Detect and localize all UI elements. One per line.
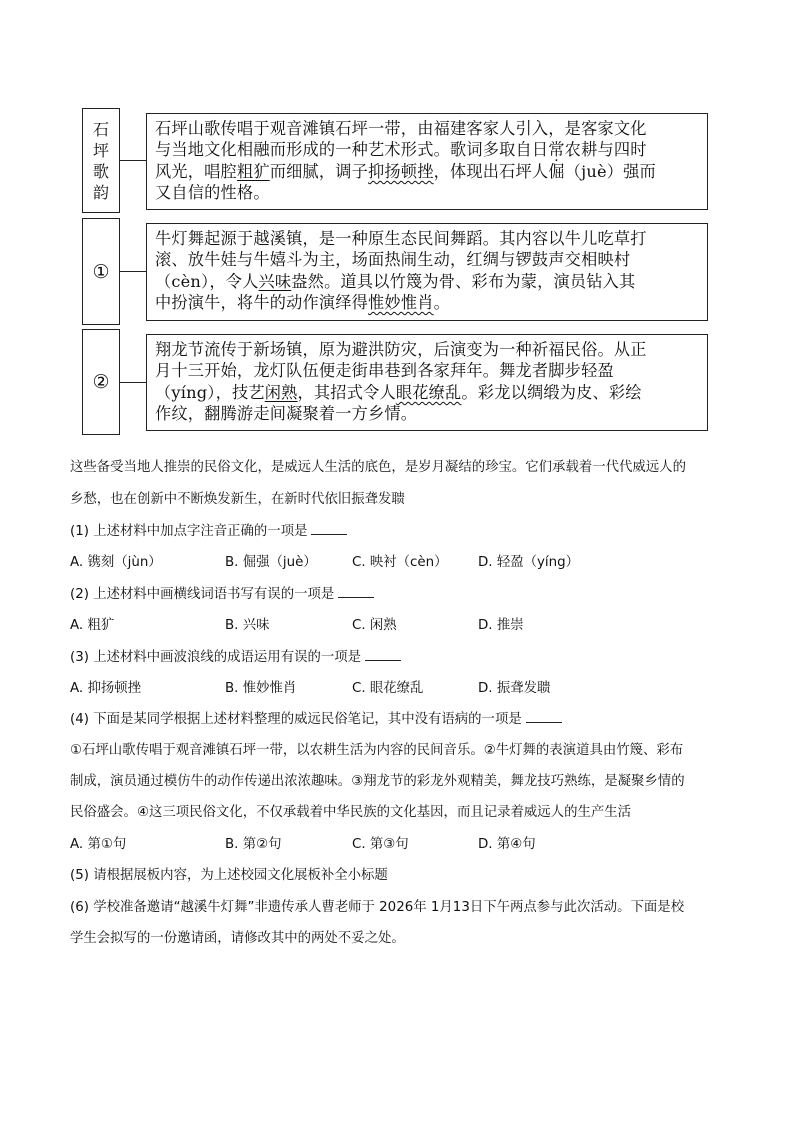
answer-blank[interactable] [365,648,401,661]
question-1: (1) 上述材料中加点字注音正确的一项是 [70,520,347,539]
text-line: 滚、放牛娃与牛嬉斗为主，场面热闹生动，红绸与锣鼓声交相映村 [155,250,631,270]
wavy-idiom: 眼花缭乱 [395,382,462,402]
option-a[interactable]: A. 粗犷 [70,618,115,633]
text-line: 月十三开始，龙灯队伍便走街串巷到各家拜年。舞龙者脚步轻盈 [155,361,614,381]
text-line: 牛灯舞起源于越溪镇，是一种原生态民间舞蹈。其内容以牛儿吃草打 [155,229,647,248]
question-6-cont: 学生会拟写的一份邀请函，请修改其中的两处不妥之处。 [70,931,405,946]
underlined-word: 粗犷 [236,161,270,181]
connector-line [120,160,146,161]
connector-line [120,271,146,272]
q4-text-line: 民俗盛会。④这三项民俗文化，不仅承载着中华民族的文化基因，而且记录着威远人的生产生活 [70,805,632,820]
text-line: 作纹，翻腾游走间凝聚着一方乡情。 [155,404,418,424]
option-d[interactable]: D. 第④句 [478,837,536,852]
label-shiping-gayun [82,108,120,213]
option-c[interactable]: C. 第③句 [352,837,409,852]
answer-blank[interactable] [311,522,347,535]
text-line: 与当地文化相融而形成的一种艺术形式。歌词多取自日常农耕与四时 [155,140,647,160]
option-c[interactable]: C. 闲熟 [352,618,397,633]
q4-text-line: 制成，演员通过模仿牛的动作传递出浓浓趣味。③翔龙节的彩龙外观精美，舞龙技巧熟练，是凝聚乡情的 [70,774,685,789]
underlined-word: 闲熟 [264,382,298,402]
label-char: 石 [92,119,109,139]
option-b[interactable]: B. 惟妙惟肖 [225,681,297,696]
option-a[interactable]: A. 镌刻（jùn） [70,555,162,570]
intro-line: 这些备受当地人推崇的民俗文化，是威远人生活的底色，是岁月凝结的珍宝。它们承载着一代代威远人的 [70,460,686,475]
option-c[interactable]: C. 映衬（cèn） [352,555,448,570]
wavy-idiom: 惟妙惟肖 [368,293,434,313]
content-box-1 [146,113,708,210]
text-line: 又自信的性格。 [155,183,270,203]
question-6: (6) 学校准备邀请“越溪牛灯舞”非遗传承人曹老师于 2026年 1月13日下午两点参与此次活动。下面是校 [70,900,685,915]
wavy-idiom: 抑扬顿挫 [368,161,434,181]
question-4: (4) 下面是某同学根据上述材料整理的威远民俗笔记，其中没有语病的一项是 [70,708,562,727]
label-char: 坪 [92,140,109,160]
option-d[interactable]: D. 振聋发聩 [478,681,551,696]
option-c[interactable]: C. 眼花缭乱 [352,681,424,696]
content-box-2 [146,223,708,321]
question-2: (2) 上述材料中画横线词语书写有误的一项是 [70,583,374,602]
text-line: 翔龙节流传于新场镇，原为避洪防灾，后演变为一种祈福民俗。从正 [155,340,647,359]
option-b[interactable]: B. 倔强（juè） [225,555,317,570]
q4-text-line: ①石坪山歌传唱于观音滩镇石坪一带，以农耕生活为内容的民间音乐。②牛灯舞的表演道具由竹篾、彩布 [70,743,684,758]
option-d[interactable]: D. 推崇 [478,618,524,633]
dotted-char: 倔 [548,161,565,181]
label-char: 歌 [92,161,109,181]
text-line: 中扮演牛，将牛的动作演绎得惟妙惟肖。 [155,293,450,313]
question-3: (3) 上述材料中画波浪线的成语运用有误的一项是 [70,646,401,665]
text-line: （cèn），令人兴味盎然。道具以竹篾为骨、彩布为蒙，演员钻入其 [155,271,636,291]
option-b[interactable]: B. 第②句 [225,837,282,852]
text-line: 石坪山歌传唱于观音滩镇石坪一带，由福建客家人引入，是客家文化 [155,119,647,138]
text-line: 风光，唱腔粗犷而细腻，调子抑扬顿挫，体现出石坪人倔（juè）强而 [155,161,656,181]
intro-line: 乡愁，也在创新中不断焕发新生，在新时代依旧振聋发聩 [70,492,405,507]
answer-blank[interactable] [526,710,562,723]
option-a[interactable]: A. 抑扬顿挫 [70,681,141,696]
answer-blank[interactable] [338,585,374,598]
question-5: (5) 请根据展板内容，为上述校园文化展板补全小标题 [70,868,388,883]
text-line: （yíng），技艺闲熟，其招式令人眼花缭乱。彩龙以绸缎为皮、彩绘 [155,382,642,402]
underlined-word: 兴味 [258,271,292,291]
option-a[interactable]: A. 第①句 [70,837,127,852]
option-d[interactable]: D. 轻盈（yíng） [478,555,580,570]
connector-line [120,382,146,383]
option-b[interactable]: B. 兴味 [225,618,270,633]
label-blank-1: ① [82,218,120,325]
content-box-3 [146,334,708,431]
label-char: 韵 [92,182,109,202]
label-blank-2: ② [82,329,120,435]
